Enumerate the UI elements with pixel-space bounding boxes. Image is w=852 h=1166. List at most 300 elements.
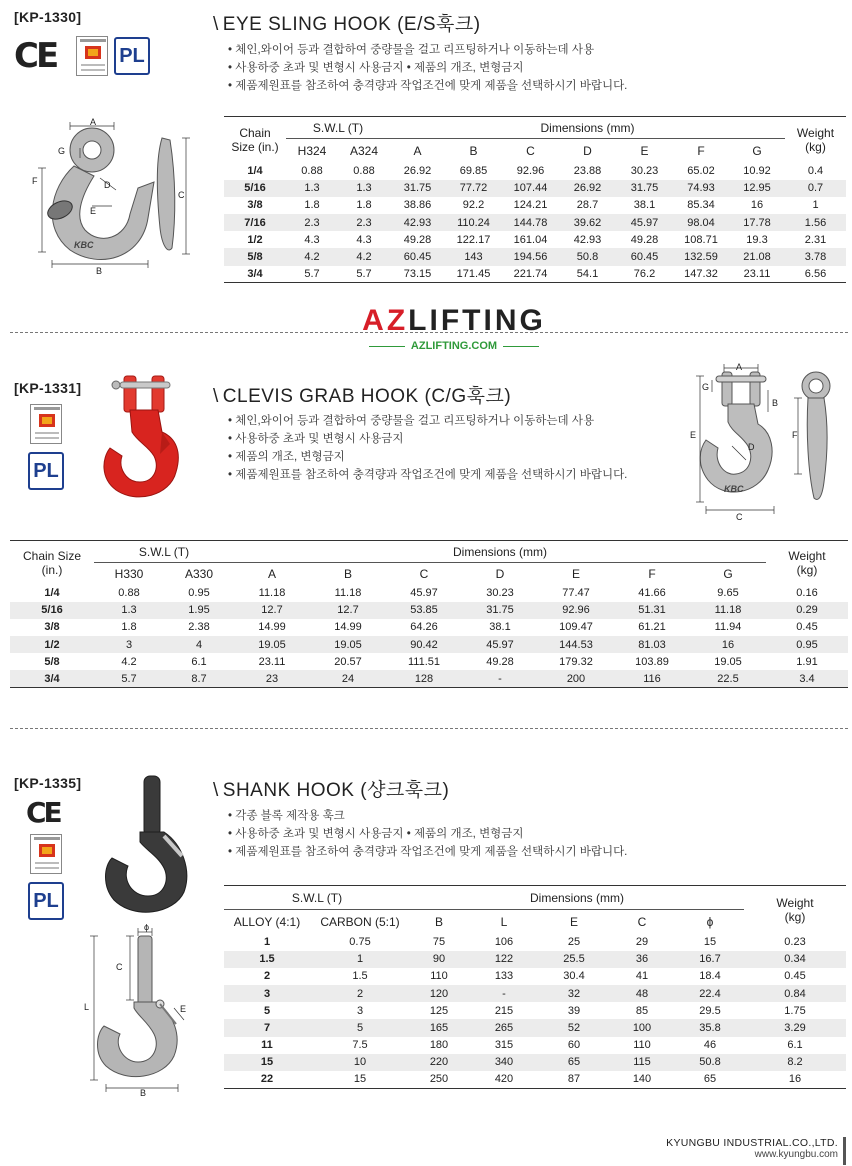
table-cell: 92.96 [538, 602, 614, 619]
table-cell: 0.7 [785, 180, 846, 197]
table-cell: 147.32 [673, 266, 729, 283]
table-cell: 5/8 [44, 655, 60, 668]
table-cell: 165 [410, 1019, 468, 1036]
table-cell: 0.95 [766, 636, 848, 653]
dim-label-g: G [58, 146, 66, 156]
table-cell: 52 [540, 1019, 608, 1036]
table-cell: 19.05 [714, 655, 742, 668]
table-cell: 6.1 [787, 1039, 803, 1052]
table-cell: 1.8 [356, 199, 372, 212]
ce-mark-icon: CE [26, 796, 60, 829]
table-cell: 23 [234, 670, 310, 687]
table-cell: 3/4 [224, 266, 286, 283]
header-col: D [559, 139, 616, 163]
table-cell: 49.28 [630, 233, 659, 246]
shank-hook-diagram [80, 924, 200, 1096]
header-col: E [540, 910, 608, 934]
table-row [10, 636, 848, 653]
dim-label-g: G [702, 382, 710, 392]
table-cell: 19.05 [310, 636, 386, 653]
header-col: H330 [94, 563, 164, 585]
kbc-mark: KBC [74, 240, 94, 250]
table-cell: 22 [224, 1071, 310, 1088]
spec-table-kp1331 [10, 540, 848, 688]
table-cell: 110.24 [445, 214, 502, 231]
table-cell: 60.45 [390, 248, 445, 265]
header-col: A [234, 563, 310, 585]
table-body [224, 163, 846, 283]
table-row [224, 968, 846, 985]
table-cell: 3 [356, 1004, 364, 1017]
table-cell: 29 [635, 936, 649, 949]
note-line: • 체인,와이어 등과 결합하여 중량물을 걸고 리프팅하거나 이동하는데 사용 [228, 415, 595, 427]
brand-url: AZLIFTING.COM [410, 340, 498, 352]
table-cell: 25 [567, 936, 581, 949]
table-cell: 48 [608, 985, 676, 1002]
quality-guarantee-icon [30, 404, 62, 444]
table-cell: 64.26 [410, 621, 438, 634]
table-cell: 87 [540, 1071, 608, 1088]
table-cell: 0.34 [744, 951, 846, 968]
dim-label-a: A [736, 362, 743, 372]
table-cell: 31.75 [390, 180, 445, 197]
table-cell: 1.3 [338, 180, 390, 197]
header-col: G [729, 139, 785, 163]
table-cell: 77.47 [562, 587, 590, 600]
shank-hook-photo [100, 774, 200, 924]
table-cell: 39 [567, 1004, 581, 1017]
header-col: A330 [164, 563, 234, 585]
table-cell: 39.62 [559, 214, 616, 231]
table-cell: 45.97 [616, 214, 673, 231]
table-row [224, 180, 846, 197]
table-body [224, 934, 846, 1089]
table-cell: 1/4 [247, 165, 263, 178]
table-cell: 49.28 [486, 655, 514, 668]
table-cell: 36 [608, 951, 676, 968]
table-cell: 315 [494, 1039, 514, 1052]
table-cell: 2.38 [188, 621, 210, 634]
table-cell: 110 [633, 1039, 651, 1052]
table-cell: 122.17 [456, 233, 491, 246]
dim-label-e: E [690, 430, 697, 440]
table-row [224, 163, 846, 180]
table-cell: 22.4 [676, 985, 744, 1002]
table-cell: 1/4 [44, 587, 60, 600]
dim-label-f: F [32, 176, 38, 186]
table-cell: - [462, 670, 538, 687]
table-cell: 10.92 [743, 165, 771, 178]
table-cell: 16 [750, 199, 764, 212]
table-cell: 7/16 [224, 214, 286, 231]
table-cell: 215 [494, 1004, 514, 1017]
table-cell: 28.7 [576, 199, 599, 212]
pl-insurance-badge: PL [28, 452, 64, 490]
table-cell: 128 [386, 670, 462, 687]
table-row [224, 1002, 846, 1019]
table-cell: 90 [410, 951, 468, 968]
table-cell: 26.92 [403, 165, 432, 178]
table-cell: 23.11 [258, 655, 286, 668]
table-cell: 5.7 [94, 670, 164, 687]
table-cell: 5/16 [10, 602, 94, 619]
dim-label-f: F [792, 430, 798, 440]
table-cell: 29.5 [699, 1004, 721, 1017]
table-cell: 54.1 [559, 266, 616, 283]
table-cell: 1/2 [247, 233, 263, 246]
table-cell: 41 [635, 970, 649, 983]
header-col: C [502, 139, 559, 163]
pl-insurance-badge: PL [114, 37, 150, 75]
table-cell: 26.92 [559, 180, 616, 197]
header-swl: S.W.L (T) [224, 886, 410, 910]
table-row [10, 619, 848, 636]
table-cell: 22.5 [690, 670, 766, 687]
table-cell: 11 [261, 1039, 273, 1052]
table-cell: 1.8 [304, 199, 320, 212]
table-cell: 19.05 [234, 636, 310, 653]
kbc-mark: KBC [724, 484, 744, 494]
header-col: E [538, 563, 614, 585]
header-weight: Weight (kg) [785, 117, 846, 163]
header-col: D [462, 563, 538, 585]
table-cell: 60.45 [616, 248, 673, 265]
header-col: A324 [338, 139, 390, 163]
table-cell: 5 [310, 1019, 410, 1036]
header-col: C [386, 563, 462, 585]
header-weight: Weight (kg) [744, 886, 846, 934]
table-row [224, 214, 846, 231]
table-cell: 4.2 [286, 248, 338, 265]
table-cell: 12.95 [729, 180, 785, 197]
table-cell: 220 [410, 1054, 468, 1071]
table-cell: 73.15 [390, 266, 445, 283]
table-cell: 3.29 [744, 1019, 846, 1036]
table-cell: 74.93 [673, 180, 729, 197]
table-row [224, 197, 846, 214]
table-cell: 31.75 [616, 180, 673, 197]
spec-table-kp1330 [224, 116, 846, 283]
table-cell: 31.75 [462, 602, 538, 619]
table-cell: 1.8 [121, 621, 137, 634]
note-line: • 사용하중 초과 및 변형시 사용금지 • 제품의 개조, 변형금지 [228, 828, 524, 840]
table-body [10, 585, 848, 688]
pl-insurance-badge: PL [28, 882, 64, 920]
table-cell: 38.1 [633, 199, 656, 212]
table-cell: 16 [744, 1071, 846, 1088]
table-cell: 11.18 [334, 587, 362, 600]
eye-sling-hook-diagram [30, 118, 200, 278]
table-cell: 12.7 [310, 602, 386, 619]
table-cell: 122 [468, 951, 540, 968]
header-col: C [608, 910, 676, 934]
note-line: • 사용하중 초과 및 변형시 사용금지 • 제품의 개조, 변형금지 [228, 62, 524, 74]
section-divider [10, 728, 848, 729]
table-cell: 107.44 [502, 180, 559, 197]
table-cell: 85 [635, 1004, 649, 1017]
product-code-kp1330: [KP-1330] [14, 9, 82, 25]
table-cell: 120 [410, 985, 468, 1002]
table-cell: 30.23 [630, 165, 659, 178]
table-cell: 15 [310, 1071, 410, 1088]
header-col: L [468, 910, 540, 934]
table-cell: 50.8 [676, 1054, 744, 1071]
table-cell: 7.5 [352, 1039, 368, 1052]
product-code-kp1335: [KP-1335] [14, 775, 82, 791]
table-cell: 3/4 [10, 670, 94, 687]
table-cell: 35.8 [676, 1019, 744, 1036]
table-cell: 9.65 [717, 587, 739, 600]
section-notes-eye-sling [228, 41, 627, 95]
dim-label-e: E [180, 1004, 187, 1014]
section-title-shank-hook: \ SHANK HOOK (샹크훅크) [213, 780, 450, 801]
table-cell: 12.7 [234, 602, 310, 619]
note-line: • 제품제원표를 참조하여 충격량과 작업조건에 맞게 제품을 선택하시기 바랍니다. [228, 846, 628, 858]
table-cell: 3 [224, 985, 310, 1002]
table-cell: 11.18 [690, 602, 766, 619]
note-line: • 제품제원표를 참조하여 충격량과 작업조건에 맞게 제품을 선택하시기 바랍니다. [228, 469, 628, 481]
table-cell: 1.3 [94, 602, 164, 619]
header-dimensions: Dimensions (mm) [390, 117, 785, 139]
header-swl: S.W.L (T) [94, 541, 234, 563]
table-cell: 65 [676, 1071, 744, 1088]
header-col: E [616, 139, 673, 163]
table-cell: 1.56 [785, 214, 846, 231]
company-name: KYUNGBU INDUSTRIAL.CO.,LTD. [666, 1137, 838, 1149]
table-cell: 115 [608, 1054, 676, 1071]
section-notes-clevis [228, 412, 627, 484]
company-website: www.kyungbu.com [754, 1149, 838, 1160]
table-cell: 140 [608, 1071, 676, 1088]
table-cell: 14.99 [334, 621, 362, 634]
table-row [224, 231, 846, 248]
table-cell: 2 [310, 985, 410, 1002]
table-cell: 30.4 [563, 970, 585, 983]
table-cell: 20.57 [334, 655, 362, 668]
table-cell: 179.32 [559, 655, 593, 668]
table-cell: 60 [567, 1039, 581, 1052]
quality-guarantee-icon [76, 36, 108, 76]
header-dimensions: Dimensions (mm) [234, 541, 766, 563]
table-cell: 46 [703, 1039, 717, 1052]
table-cell: 265 [468, 1019, 540, 1036]
header-col: CARBON (5:1) [310, 910, 410, 934]
section-notes-shank [228, 807, 627, 861]
table-cell: 171.45 [445, 266, 502, 283]
table-cell: 45.97 [462, 636, 538, 653]
dim-label-l: L [84, 1002, 90, 1012]
dim-label-phi: ϕ [144, 924, 150, 932]
table-cell: 98.04 [673, 214, 729, 231]
table-cell: 51.31 [614, 602, 690, 619]
dim-label-c: C [116, 962, 123, 972]
table-cell: 76.2 [616, 266, 673, 283]
table-cell: 100 [608, 1019, 676, 1036]
table-row [224, 951, 846, 968]
table-cell: 23.88 [573, 165, 602, 178]
table-cell: 0.29 [766, 602, 848, 619]
table-cell: 5.7 [338, 266, 390, 283]
table-cell: 1 [310, 951, 410, 968]
table-cell: 14.99 [258, 621, 286, 634]
table-cell: 42.93 [390, 214, 445, 231]
table-cell: 4.2 [338, 248, 390, 265]
table-row [224, 266, 846, 283]
header-col: B [445, 139, 502, 163]
header-swl: S.W.L (T) [286, 117, 390, 139]
table-cell: 75 [432, 936, 446, 949]
table-cell: 0.88 [353, 165, 375, 178]
table-cell: 4.3 [304, 233, 320, 246]
table-cell: 132.59 [673, 248, 729, 265]
table-cell: 194.56 [502, 248, 559, 265]
table-cell: 1.5 [224, 951, 310, 968]
table-cell: 103.89 [635, 655, 669, 668]
table-cell: 3/8 [247, 199, 263, 212]
table-cell: 0.45 [784, 970, 806, 983]
table-cell: 111.51 [407, 655, 440, 668]
table-row [10, 585, 848, 602]
section-title-eye-sling-hook: \ EYE SLING HOOK (E/S훅크) [213, 14, 481, 35]
page-footer [666, 1137, 838, 1160]
note-line: • 각종 블록 제작용 훅크 [228, 810, 345, 822]
section-title-clevis-grab-hook: \ CLEVIS GRAB HOOK (C/G훅크) [213, 386, 512, 407]
table-cell: 0.4 [807, 165, 824, 178]
table-cell: 161.04 [513, 233, 548, 246]
table-cell: 45.97 [410, 587, 438, 600]
table-cell: 2.31 [804, 233, 827, 246]
brand-logo: AZLIFTING [362, 304, 546, 337]
table-cell: 221.74 [502, 266, 559, 283]
dim-label-c: C [736, 512, 743, 520]
table-cell: 1.91 [796, 655, 818, 668]
table-cell: 61.21 [638, 621, 666, 634]
dim-label-b: B [140, 1088, 147, 1096]
table-cell: 8.7 [164, 670, 234, 687]
table-cell: 77.72 [445, 180, 502, 197]
table-cell: 42.93 [573, 233, 602, 246]
table-cell: 10 [310, 1054, 410, 1071]
table-cell: 41.66 [638, 587, 666, 600]
table-cell: 2.3 [286, 214, 338, 231]
table-cell: 92.96 [516, 165, 545, 178]
table-cell: 4 [164, 636, 234, 653]
note-line: • 제품의 개조, 변형금지 [228, 451, 345, 463]
header-dimensions: Dimensions (mm) [410, 886, 744, 910]
table-row [224, 1071, 846, 1088]
table-cell: 5/16 [224, 180, 286, 197]
table-cell: 1/2 [10, 636, 94, 653]
table-cell: 21.08 [729, 248, 785, 265]
table-cell: 124.21 [513, 199, 548, 212]
table-cell: 17.78 [729, 214, 785, 231]
spec-table-kp1335 [224, 885, 846, 1089]
table-cell: 6.56 [785, 266, 846, 283]
table-cell: 6.1 [191, 655, 207, 668]
table-cell: 38.1 [489, 621, 511, 634]
table-cell: 200 [538, 670, 614, 687]
table-cell: 25.5 [540, 951, 608, 968]
table-cell: 90.42 [386, 636, 462, 653]
table-cell: 340 [468, 1054, 540, 1071]
note-line: • 체인,와이어 등과 결합하여 중량물을 걸고 리프팅하거나 이동하는데 사용 [228, 44, 595, 56]
table-cell: 16.7 [676, 951, 744, 968]
table-cell: 50.8 [559, 248, 616, 265]
table-row [224, 1037, 846, 1054]
table-cell: 3.78 [785, 248, 846, 265]
table-cell: 1.5 [352, 970, 368, 983]
table-cell: - [468, 985, 540, 1002]
table-cell: 144.78 [502, 214, 559, 231]
table-cell: 144.53 [538, 636, 614, 653]
header-weight: Weight (kg) [766, 541, 848, 585]
header-col: F [614, 563, 690, 585]
header-col: F [673, 139, 729, 163]
clevis-grab-hook-photo [96, 372, 196, 512]
table-row [224, 1054, 846, 1071]
clevis-grab-hook-diagram [688, 362, 848, 520]
table-cell: 3/8 [44, 621, 60, 634]
table-cell: 11.18 [258, 587, 286, 600]
table-row [224, 1019, 846, 1036]
table-cell: 5/8 [224, 248, 286, 265]
header-chain-size: Chain Size (in.) [224, 117, 286, 163]
table-cell: 85.34 [687, 199, 715, 212]
header-chain-size: Chain Size (in.) [10, 541, 94, 585]
table-cell: 0.75 [349, 936, 371, 949]
table-cell: 5 [263, 1004, 271, 1017]
table-cell: 16 [690, 636, 766, 653]
dim-label-b: B [96, 266, 103, 276]
table-row [224, 985, 846, 1002]
table-cell: 7 [224, 1019, 310, 1036]
header-col: ALLOY (4:1) [224, 910, 310, 934]
table-cell: 0.45 [796, 621, 818, 634]
table-row [10, 670, 848, 687]
table-cell: 1 [812, 199, 819, 212]
table-cell: 1.3 [286, 180, 338, 197]
table-cell: 8.2 [744, 1054, 846, 1071]
dim-label-b: B [772, 398, 779, 408]
table-cell: 53.85 [386, 602, 462, 619]
table-cell: 1 [263, 936, 271, 949]
brand-watermark [338, 304, 570, 352]
table-cell: 2.3 [338, 214, 390, 231]
header-col: A [390, 139, 445, 163]
table-cell: 65 [540, 1054, 608, 1071]
table-cell: 92.2 [462, 199, 485, 212]
table-cell: 133 [494, 970, 514, 983]
table-cell: 0.88 [301, 165, 323, 178]
table-row [10, 602, 848, 619]
ce-mark-icon: CE [14, 36, 57, 76]
table-cell: 0.95 [188, 587, 210, 600]
table-cell: 109.47 [559, 621, 593, 634]
table-cell: 1.95 [164, 602, 234, 619]
dim-label-c: C [178, 190, 185, 200]
note-line: • 제품제원표를 참조하여 충격량과 작업조건에 맞게 제품을 선택하시기 바랍니다. [228, 80, 628, 92]
table-cell: 0.84 [744, 985, 846, 1002]
table-cell: 125 [429, 1004, 449, 1017]
header-col: B [310, 563, 386, 585]
quality-guarantee-icon [30, 834, 62, 874]
header-col: ϕ [676, 910, 744, 934]
header-col: H324 [286, 139, 338, 163]
table-cell: 4.3 [356, 233, 372, 246]
table-cell: 3.4 [766, 670, 848, 687]
table-cell: 49.28 [403, 233, 432, 246]
table-cell: 32 [540, 985, 608, 1002]
